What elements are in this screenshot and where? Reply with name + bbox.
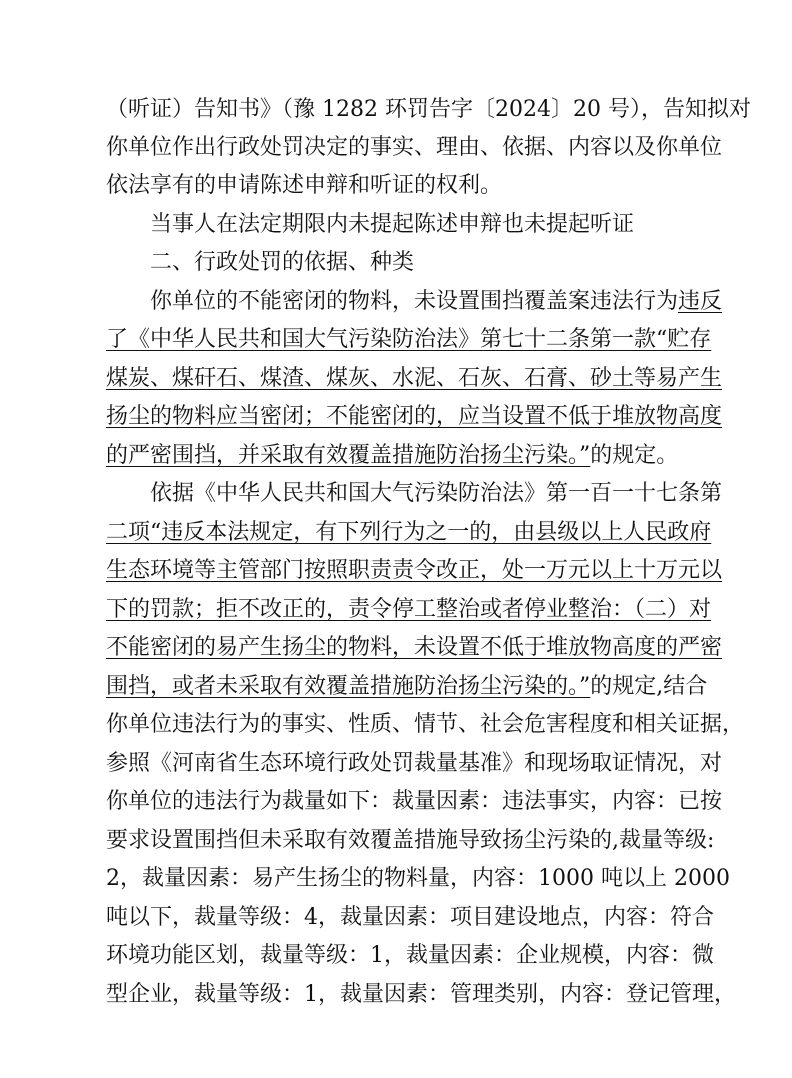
text-line: 依据《中华人民共和国大气污染防治法》第一百一十七条第 [150,481,723,506]
text-line: （听证）告知书》（豫 1282 环罚告字〔2024〕20 号），告知拟对 [106,97,751,122]
underlined-citation: 围挡，或者未采取有效覆盖措施防治扬尘污染的。” [106,674,591,699]
underlined-citation: 二项“违反本法规定，有下列行为之一的，由县级以上人民政府 [106,520,712,545]
text-line: 依法享有的申请陈述申辩和听证的权利。 [106,173,503,198]
text-segment: 你单位的不能密闭的物料，未设置围挡覆盖案违法行为 [150,289,679,314]
text-line: 型企业，裁量等级：1，裁量因素：管理类别，内容：登记管理， [106,982,736,1007]
underlined-citation: 不能密闭的易产生扬尘的物料，未设置不低于堆放物高度的严密 [106,635,723,660]
text-line: 你单位违法行为的事实、性质、情节、社会危害程度和相关证据， [106,712,745,737]
text-line [150,287,723,317]
text-line: 2，裁量因素：易产生扬尘的物料量，内容：1000 吨以上 2000 [106,866,730,891]
text-segment: 的规定。 [590,443,679,468]
text-line: 你单位的违法行为裁量如下：裁量因素：违法事实，内容：已按 [106,789,723,814]
text-line: 当事人在法定期限内未提起陈述申辩也未提起听证 [150,212,635,237]
text-line [106,672,708,702]
underlined-citation: 了《中华人民共和国大气污染防治法》第七十二条第一款“贮存 [106,327,712,352]
section-heading: 二、行政处罚的依据、种类 [150,250,415,275]
text-line: 要求设置围挡但未采取有效覆盖措施导致扬尘污染的,裁量等级: [106,828,715,853]
underlined-citation: 的严密围挡，并采取有效覆盖措施防治扬尘污染。” [106,443,591,468]
underlined-citation: 违反 [678,289,723,314]
underlined-citation: 下的罚款；拒不改正的，责令停工整治或者停业整治：（二）对 [106,597,712,622]
text-line [106,441,698,471]
text-line: 参照《河南省生态环境行政处罚裁量基准》和现场取证情况，对 [106,751,723,776]
text-segment: 的规定,结合 [590,674,708,699]
text-line: 你单位作出行政处罚决定的事实、理由、依据、内容以及你单位 [106,135,723,160]
text-line: 吨以下，裁量等级：4，裁量因素：项目建设地点，内容：符合 [106,905,714,930]
underlined-citation: 生态环境等主管部门按照职责责令改正，处一万元以上十万元以 [106,558,723,583]
underlined-citation: 扬尘的物料应当密闭；不能密闭的，应当设置不低于堆放物高度 [106,404,723,429]
text-line: 环境功能区划，裁量等级：1，裁量因素：企业规模，内容：微 [106,943,714,968]
underlined-citation: 煤炭、煤矸石、煤渣、煤灰、水泥、石灰、石膏、砂土等易产生 [106,366,723,391]
